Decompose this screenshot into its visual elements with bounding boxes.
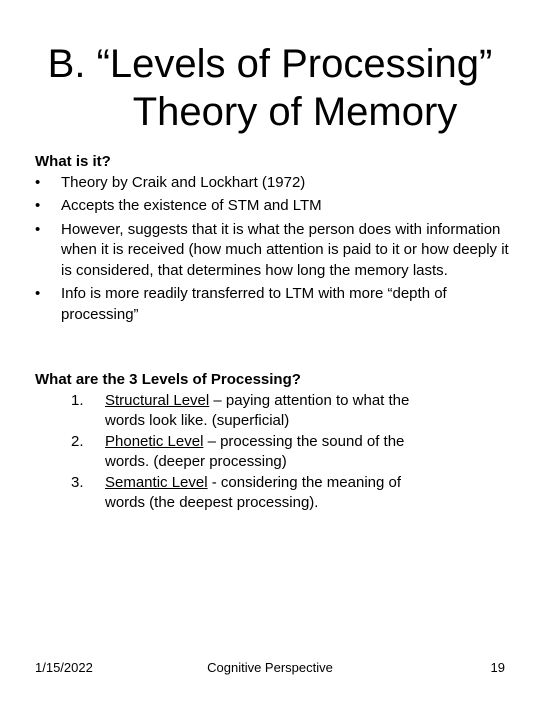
slide-title-line2: Theory of Memory	[132, 90, 458, 134]
footer-date: 1/15/2022	[35, 660, 93, 675]
level-item	[71, 432, 445, 473]
slide-title	[0, 40, 540, 136]
bullet-item	[35, 220, 515, 282]
bullet-icon: •	[35, 173, 41, 191]
level-number: 3.	[71, 473, 84, 491]
levels-section	[35, 370, 515, 514]
level-number: 1.	[71, 391, 84, 409]
what-is-it-section	[35, 152, 515, 325]
levels-heading: What are the 3 Levels of Processing?	[35, 371, 301, 388]
level-number: 2.	[71, 432, 84, 450]
footer-page-number: 19	[490, 660, 505, 675]
bullet-item	[35, 196, 515, 217]
level-description: – paying attention to what the words look like. (superficial)	[105, 391, 410, 429]
level-item	[71, 473, 445, 514]
level-term: Semantic Level	[105, 473, 208, 491]
bullet-item	[35, 173, 515, 194]
bullet-item	[35, 284, 515, 325]
bullet-icon: •	[35, 197, 41, 214]
level-term: Structural Level	[105, 391, 210, 409]
definition-bullet-list	[35, 173, 515, 326]
slide-title-line1: B. “Levels of Processing”	[47, 42, 493, 86]
level-term: Phonetic Level	[105, 432, 204, 450]
what-is-it-heading: What is it?	[35, 153, 111, 170]
bullet-text: Theory by Craik and Lockhart (1972)	[61, 173, 306, 191]
level-item	[71, 391, 445, 432]
level-description: – processing the sound of the words. (deeper processing)	[105, 432, 405, 470]
bullet-text: Info is more readily transferred to LTM with more “depth of processing”	[61, 285, 447, 323]
footer-title: Cognitive Perspective	[207, 660, 333, 675]
bullet-icon: •	[35, 220, 41, 238]
level-description: - considering the meaning of words (the deepest processing).	[105, 473, 402, 511]
bullet-icon: •	[35, 285, 41, 302]
bullet-text: However, suggests that it is what the person does with information when it is received (how much attention is paid to it or how deeply it is considered, that determines how long the memory lasts.	[61, 220, 509, 279]
bullet-text: Accepts the existence of STM and LTM	[61, 197, 322, 214]
levels-list	[35, 391, 515, 514]
